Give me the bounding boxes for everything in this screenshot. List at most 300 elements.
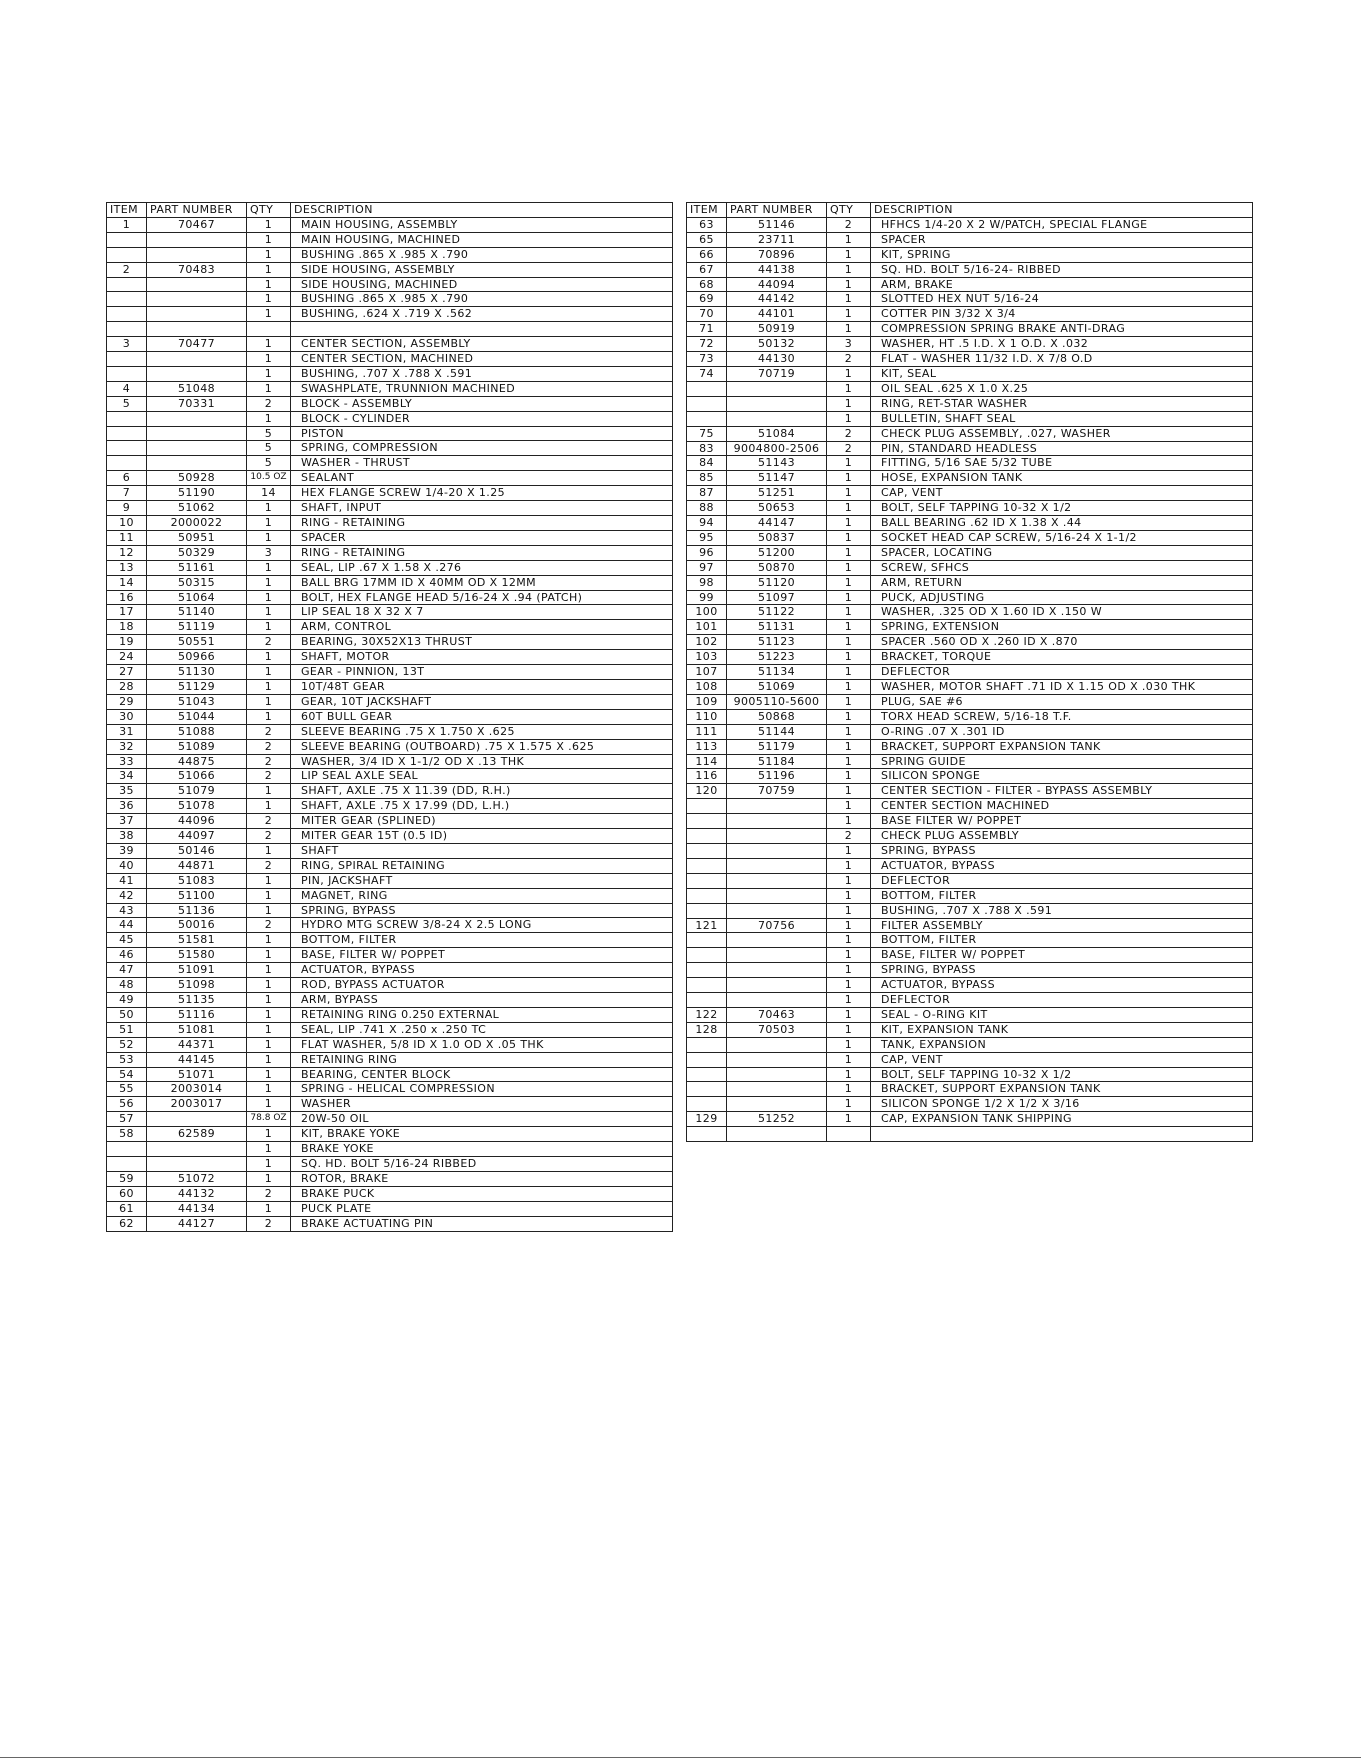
cell-description: ARM, BYPASS: [291, 993, 673, 1008]
cell-item: 19: [107, 635, 147, 650]
cell-part-number: [147, 441, 247, 456]
cell-part-number: 44371: [147, 1037, 247, 1052]
cell-qty: 1: [247, 247, 291, 262]
table-row: [107, 1216, 673, 1231]
cell-item: [107, 441, 147, 456]
header-part-number: PART NUMBER: [727, 203, 827, 218]
cell-item: 103: [687, 650, 727, 665]
cell-qty: 1: [827, 799, 871, 814]
cell-part-number: 70331: [147, 396, 247, 411]
table-row: [687, 873, 1253, 888]
cell-item: 56: [107, 1097, 147, 1112]
cell-item: 2: [107, 262, 147, 277]
cell-qty: 1: [247, 411, 291, 426]
table-row: [107, 262, 673, 277]
cell-qty: 1: [827, 381, 871, 396]
table-row: [107, 471, 673, 486]
table-row: [687, 1052, 1253, 1067]
table-row: [687, 337, 1253, 352]
cell-qty: 1: [247, 530, 291, 545]
cell-item: 65: [687, 232, 727, 247]
cell-part-number: 9004800-2506: [727, 441, 827, 456]
table-row: [107, 799, 673, 814]
cell-description: COMPRESSION SPRING BRAKE ANTI-DRAG: [871, 322, 1253, 337]
table-row: [107, 575, 673, 590]
cell-description: RETAINING RING 0.250 EXTERNAL: [291, 1007, 673, 1022]
cell-item: 31: [107, 724, 147, 739]
cell-part-number: [727, 1082, 827, 1097]
cell-part-number: [727, 903, 827, 918]
cell-description: ACTUATOR, BYPASS: [871, 978, 1253, 993]
table-row: [107, 590, 673, 605]
table-row: [687, 366, 1253, 381]
table-row: [687, 680, 1253, 695]
table-row: [107, 1067, 673, 1082]
cell-description: GEAR, 10T JACKSHAFT: [291, 694, 673, 709]
cell-item: 58: [107, 1127, 147, 1142]
cell-item: 69: [687, 292, 727, 307]
cell-item: 33: [107, 754, 147, 769]
cell-qty: 2: [827, 426, 871, 441]
cell-item: [687, 993, 727, 1008]
table-row: [107, 650, 673, 665]
cell-item: 121: [687, 918, 727, 933]
cell-qty: 1: [827, 560, 871, 575]
cell-description: LIP SEAL 18 X 32 X 7: [291, 605, 673, 620]
table-row: [687, 650, 1253, 665]
cell-part-number: [727, 858, 827, 873]
cell-part-number: 51084: [727, 426, 827, 441]
cell-part-number: [727, 1067, 827, 1082]
cell-qty: 1: [827, 1022, 871, 1037]
cell-part-number: 70467: [147, 217, 247, 232]
cell-description: BULLETIN, SHAFT SEAL: [871, 411, 1253, 426]
cell-qty: 1: [247, 560, 291, 575]
cell-qty: 1: [827, 322, 871, 337]
table-row: [107, 1171, 673, 1186]
cell-item: 120: [687, 784, 727, 799]
cell-qty: 1: [827, 769, 871, 784]
cell-part-number: [727, 888, 827, 903]
cell-item: [687, 978, 727, 993]
table-row: [107, 307, 673, 322]
cell-item: 107: [687, 665, 727, 680]
table-row: [107, 873, 673, 888]
cell-item: 49: [107, 993, 147, 1008]
table-row: [107, 1201, 673, 1216]
page-footer-rule: [0, 1757, 1361, 1758]
cell-qty: 1: [247, 799, 291, 814]
table-row: [107, 337, 673, 352]
table-row: [687, 963, 1253, 978]
cell-part-number: 51190: [147, 486, 247, 501]
cell-qty: 3: [247, 545, 291, 560]
cell-part-number: 51147: [727, 471, 827, 486]
cell-item: 113: [687, 739, 727, 754]
table-row: [107, 217, 673, 232]
cell-qty: 1: [247, 888, 291, 903]
cell-qty: 2: [827, 441, 871, 456]
table-row: [687, 739, 1253, 754]
cell-part-number: 51144: [727, 724, 827, 739]
cell-part-number: 44871: [147, 858, 247, 873]
cell-description: BOTTOM, FILTER: [871, 933, 1253, 948]
cell-qty: 1: [247, 605, 291, 620]
cell-item: 94: [687, 516, 727, 531]
cell-qty: 2: [247, 396, 291, 411]
cell-item: 97: [687, 560, 727, 575]
cell-item: 116: [687, 769, 727, 784]
cell-part-number: 44127: [147, 1216, 247, 1231]
cell-qty: 1: [827, 516, 871, 531]
cell-part-number: 44132: [147, 1186, 247, 1201]
cell-item: 62: [107, 1216, 147, 1231]
cell-item: 110: [687, 709, 727, 724]
cell-description: BRACKET, TORQUE: [871, 650, 1253, 665]
cell-item: 73: [687, 352, 727, 367]
cell-part-number: 51134: [727, 665, 827, 680]
cell-qty: 1: [247, 262, 291, 277]
cell-description: 60T BULL GEAR: [291, 709, 673, 724]
table-row: [107, 1037, 673, 1052]
cell-qty: 1: [247, 337, 291, 352]
cell-description: BLOCK - CYLINDER: [291, 411, 673, 426]
cell-part-number: 51116: [147, 1007, 247, 1022]
cell-item: [687, 1082, 727, 1097]
cell-qty: 1: [247, 933, 291, 948]
cell-part-number: 44145: [147, 1052, 247, 1067]
table-row: [107, 322, 673, 337]
cell-description: DEFLECTOR: [871, 993, 1253, 1008]
cell-qty: 1: [827, 456, 871, 471]
cell-description: CENTER SECTION, MACHINED: [291, 352, 673, 367]
cell-item: 102: [687, 635, 727, 650]
cell-item: 3: [107, 337, 147, 352]
cell-qty: 2: [247, 918, 291, 933]
cell-part-number: 51251: [727, 486, 827, 501]
cell-part-number: [147, 232, 247, 247]
header-qty: QTY: [827, 203, 871, 218]
cell-qty: 1: [247, 516, 291, 531]
table-row: [107, 739, 673, 754]
table-row: [107, 888, 673, 903]
cell-part-number: 44101: [727, 307, 827, 322]
table-row: [107, 277, 673, 292]
cell-qty: 1: [827, 814, 871, 829]
cell-description: TORX HEAD SCREW, 5/16-18 T.F.: [871, 709, 1253, 724]
cell-qty: 1: [247, 1082, 291, 1097]
cell-part-number: [147, 307, 247, 322]
table-row: [687, 918, 1253, 933]
cell-description: SIDE HOUSING, ASSEMBLY: [291, 262, 673, 277]
cell-qty: 1: [827, 486, 871, 501]
header-part-number: PART NUMBER: [147, 203, 247, 218]
cell-part-number: 51044: [147, 709, 247, 724]
cell-part-number: [147, 456, 247, 471]
cell-part-number: 50132: [727, 337, 827, 352]
cell-item: [107, 307, 147, 322]
cell-qty: 1: [827, 1007, 871, 1022]
cell-part-number: [727, 963, 827, 978]
cell-description: BLOCK - ASSEMBLY: [291, 396, 673, 411]
table-row: [107, 1156, 673, 1171]
header-description: DESCRIPTION: [291, 203, 673, 218]
table-row: [107, 993, 673, 1008]
cell-description: BUSHING, .624 X .719 X .562: [291, 307, 673, 322]
cell-description: KIT, EXPANSION TANK: [871, 1022, 1253, 1037]
cell-description: ARM, RETURN: [871, 575, 1253, 590]
table-row: [107, 396, 673, 411]
cell-qty: 1: [247, 784, 291, 799]
cell-qty: 2: [827, 217, 871, 232]
cell-qty: 10.5 OZ: [247, 471, 291, 486]
table-row: [107, 456, 673, 471]
cell-part-number: 51072: [147, 1171, 247, 1186]
cell-item: [687, 888, 727, 903]
table-row: [107, 1097, 673, 1112]
cell-description: SEAL, LIP .741 X .250 x .250 TC: [291, 1022, 673, 1037]
cell-qty: 1: [827, 590, 871, 605]
table-row: [687, 292, 1253, 307]
cell-description: MAGNET, RING: [291, 888, 673, 903]
cell-item: [687, 903, 727, 918]
cell-qty: 1: [827, 277, 871, 292]
cell-item: 12: [107, 545, 147, 560]
cell-qty: 1: [827, 724, 871, 739]
cell-item: [107, 1142, 147, 1157]
cell-part-number: [727, 1097, 827, 1112]
cell-item: 14: [107, 575, 147, 590]
cell-qty: 1: [827, 843, 871, 858]
cell-description: MITER GEAR (SPLINED): [291, 814, 673, 829]
cell-qty: 2: [247, 769, 291, 784]
cell-qty: 1: [827, 292, 871, 307]
cell-description: CHECK PLUG ASSEMBLY: [871, 829, 1253, 844]
table-row: [107, 292, 673, 307]
cell-description: SPRING GUIDE: [871, 754, 1253, 769]
cell-description: PISTON: [291, 426, 673, 441]
cell-item: 24: [107, 650, 147, 665]
cell-item: [687, 411, 727, 426]
cell-item: [687, 1052, 727, 1067]
cell-item: 40: [107, 858, 147, 873]
cell-qty: 1: [247, 1201, 291, 1216]
cell-part-number: [727, 396, 827, 411]
cell-item: [687, 873, 727, 888]
header-item: ITEM: [687, 203, 727, 218]
cell-description: ARM, CONTROL: [291, 620, 673, 635]
cell-qty: 1: [827, 530, 871, 545]
cell-qty: 1: [247, 903, 291, 918]
table-row: [107, 814, 673, 829]
cell-item: 29: [107, 694, 147, 709]
cell-item: 75: [687, 426, 727, 441]
cell-description: CAP, EXPANSION TANK SHIPPING: [871, 1112, 1253, 1127]
cell-qty: 1: [247, 307, 291, 322]
cell-description: FITTING, 5/16 SAE 5/32 TUBE: [871, 456, 1253, 471]
cell-item: [687, 799, 727, 814]
cell-item: [687, 829, 727, 844]
table-row: [687, 217, 1253, 232]
cell-description: SOCKET HEAD CAP SCREW, 5/16-24 X 1-1/2: [871, 530, 1253, 545]
table-row: [107, 560, 673, 575]
cell-qty: 2: [247, 814, 291, 829]
cell-qty: 2: [247, 739, 291, 754]
table-row: [107, 501, 673, 516]
cell-description: BUSHING .865 X .985 X .790: [291, 292, 673, 307]
table-row: [687, 501, 1253, 516]
cell-description: GEAR - PINNION, 13T: [291, 665, 673, 680]
cell-item: 108: [687, 680, 727, 695]
cell-item: 111: [687, 724, 727, 739]
table-row: [687, 262, 1253, 277]
cell-description: LIP SEAL AXLE SEAL: [291, 769, 673, 784]
table-row: [687, 516, 1253, 531]
cell-item: [107, 232, 147, 247]
cell-item: 100: [687, 605, 727, 620]
cell-part-number: 51097: [727, 590, 827, 605]
cell-item: 122: [687, 1007, 727, 1022]
cell-part-number: [727, 843, 827, 858]
cell-item: 68: [687, 277, 727, 292]
cell-qty: 5: [247, 441, 291, 456]
cell-description: SPACER: [291, 530, 673, 545]
cell-qty: 2: [247, 754, 291, 769]
cell-item: 114: [687, 754, 727, 769]
cell-qty: 1: [247, 292, 291, 307]
cell-qty: 1: [247, 590, 291, 605]
cell-description: WASHER: [291, 1097, 673, 1112]
cell-description: BRACKET, SUPPORT EXPANSION TANK: [871, 1082, 1253, 1097]
table-row: [687, 724, 1253, 739]
cell-part-number: 44147: [727, 516, 827, 531]
cell-qty: 1: [827, 1052, 871, 1067]
table-row: [107, 1082, 673, 1097]
cell-description: PLUG, SAE #6: [871, 694, 1253, 709]
cell-item: 41: [107, 873, 147, 888]
cell-item: 50: [107, 1007, 147, 1022]
cell-description: CENTER SECTION, ASSEMBLY: [291, 337, 673, 352]
table-header-row: [687, 203, 1253, 218]
cell-description: BEARING, 30X52X13 THRUST: [291, 635, 673, 650]
cell-part-number: [147, 292, 247, 307]
cell-description: BUSHING, .707 X .788 X .591: [291, 366, 673, 381]
cell-description: SHAFT: [291, 843, 673, 858]
cell-part-number: [147, 322, 247, 337]
cell-part-number: 44875: [147, 754, 247, 769]
cell-item: [687, 1097, 727, 1112]
cell-item: [107, 366, 147, 381]
cell-part-number: 70896: [727, 247, 827, 262]
cell-item: 36: [107, 799, 147, 814]
cell-description: SEAL, LIP .67 X 1.58 X .276: [291, 560, 673, 575]
cell-item: 48: [107, 978, 147, 993]
cell-item: 72: [687, 337, 727, 352]
table-row: [107, 858, 673, 873]
table-row: [107, 1186, 673, 1201]
table-row: [107, 665, 673, 680]
cell-part-number: 51143: [727, 456, 827, 471]
cell-description: SILICON SPONGE 1/2 X 1/2 X 3/16: [871, 1097, 1253, 1112]
table-row: [107, 441, 673, 456]
cell-part-number: [727, 1037, 827, 1052]
table-row: [687, 1022, 1253, 1037]
cell-description: HFHCS 1/4-20 X 2 W/PATCH, SPECIAL FLANGE: [871, 217, 1253, 232]
cell-qty: 1: [247, 843, 291, 858]
cell-qty: 1: [827, 1067, 871, 1082]
cell-qty: 1: [827, 545, 871, 560]
cell-part-number: 51083: [147, 873, 247, 888]
table-row: [107, 352, 673, 367]
table-row: [107, 918, 673, 933]
table-row: [687, 441, 1253, 456]
cell-description: BOTTOM, FILTER: [291, 933, 673, 948]
table-row: [107, 1127, 673, 1142]
cell-qty: 1: [827, 694, 871, 709]
cell-part-number: [147, 1142, 247, 1157]
cell-part-number: 50919: [727, 322, 827, 337]
cell-qty: [247, 322, 291, 337]
cell-item: 30: [107, 709, 147, 724]
cell-qty: 1: [247, 650, 291, 665]
cell-qty: 1: [247, 1052, 291, 1067]
cell-description: SPACER .560 OD X .260 ID X .870: [871, 635, 1253, 650]
cell-item: 38: [107, 829, 147, 844]
cell-item: 35: [107, 784, 147, 799]
cell-description: BRAKE PUCK: [291, 1186, 673, 1201]
cell-item: [687, 843, 727, 858]
cell-description: RING, RET-STAR WASHER: [871, 396, 1253, 411]
cell-item: 53: [107, 1052, 147, 1067]
table-row: [107, 232, 673, 247]
cell-item: [107, 277, 147, 292]
cell-part-number: 51048: [147, 381, 247, 396]
cell-qty: 1: [247, 620, 291, 635]
cell-description: BASE, FILTER W/ POPPET: [871, 948, 1253, 963]
cell-part-number: 50966: [147, 650, 247, 665]
table-row: [687, 590, 1253, 605]
cell-qty: 1: [827, 262, 871, 277]
table-row: [687, 1097, 1253, 1112]
cell-description: 10T/48T GEAR: [291, 679, 673, 694]
cell-item: 57: [107, 1112, 147, 1127]
cell-item: 13: [107, 560, 147, 575]
table-row: [687, 620, 1253, 635]
cell-part-number: [147, 426, 247, 441]
cell-qty: 1: [247, 873, 291, 888]
cell-description: FLAT WASHER, 5/8 ID X 1.0 OD X .05 THK: [291, 1037, 673, 1052]
cell-part-number: [727, 814, 827, 829]
header-description: DESCRIPTION: [871, 203, 1253, 218]
cell-part-number: 44138: [727, 262, 827, 277]
cell-item: 10: [107, 516, 147, 531]
table-row: [107, 784, 673, 799]
cell-qty: 78.8 OZ: [247, 1112, 291, 1127]
cell-qty: 1: [827, 888, 871, 903]
cell-part-number: 51123: [727, 635, 827, 650]
cell-part-number: 51120: [727, 575, 827, 590]
cell-part-number: 51179: [727, 739, 827, 754]
table-row: [107, 694, 673, 709]
cell-part-number: 51252: [727, 1112, 827, 1127]
cell-description: PIN, JACKSHAFT: [291, 873, 673, 888]
table-row: [687, 471, 1253, 486]
table-row: [107, 1022, 673, 1037]
cell-qty: 1: [827, 635, 871, 650]
cell-qty: 1: [247, 1156, 291, 1171]
table-row: [687, 277, 1253, 292]
cell-qty: 1: [827, 709, 871, 724]
